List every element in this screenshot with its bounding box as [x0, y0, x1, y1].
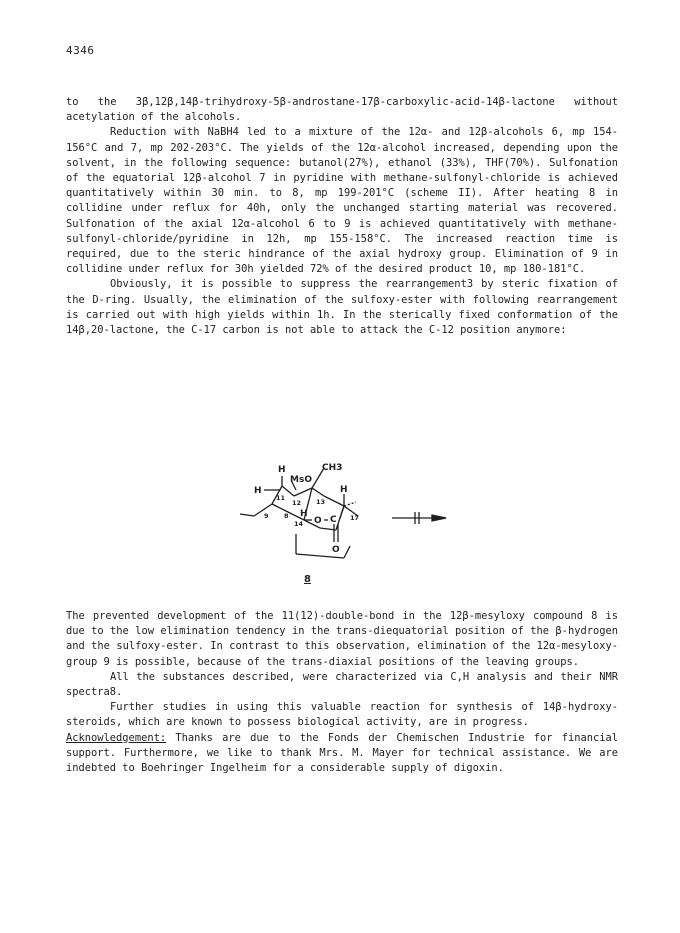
label-h-top: H — [278, 465, 286, 475]
label-c11: 11 — [276, 494, 286, 502]
bond-c13-d — [312, 488, 324, 496]
label-h-left: H — [254, 486, 262, 496]
body-text-bottom — [66, 609, 618, 776]
acknowledgement-heading: Acknowledgement: — [66, 731, 167, 744]
paragraph-5: All the substances described, were characterized via C,H analysis and their NMR spectra8. — [66, 670, 618, 699]
bond-left-tail — [240, 514, 254, 516]
label-c9: 9 — [264, 512, 269, 520]
paragraph-3: Obviously, it is possible to suppress the rearrangement3 by steric fixation of the D-ring. Usually, the elimination of the sulfoxy-ester with following rearrangement is carried out with high yields within 1h. In the sterically fixed conformation of the 14β,20-lactone, the C-17 carbon is not able to attack the C-12 position anymore: — [66, 278, 618, 337]
bond-c17-hashed — [344, 502, 356, 506]
label-ch3: CH3 — [322, 463, 343, 473]
label-c8: 8 — [284, 512, 289, 520]
page-number: 4346 — [66, 44, 95, 57]
label-o-ring: O — [314, 516, 322, 526]
paragraph-7 — [66, 731, 618, 777]
bond-c-c17 — [340, 506, 344, 518]
acknowledgement-text: Thanks are due to the Fonds der Chemischen Industrie for financial support. Furthermore, we like to thank Mrs. M. Mayer for technical assistance. We are indebted to Boehringer Ingelheim for a considerable supply of digoxin. — [66, 731, 618, 775]
label-h-mid: H — [300, 509, 308, 519]
bond-d-c17 — [324, 496, 344, 506]
label-c14: 14 — [294, 520, 304, 528]
bond-bridge-right — [344, 546, 350, 558]
label-c17: 17 — [350, 514, 360, 522]
label-c-carbonyl: C — [330, 515, 337, 525]
paragraph-6: Further studies in using this valuable reaction for synthesis of 14β-hydroxy-steroids, which are known to possess biological activity, are in progress. — [66, 701, 618, 729]
body-text-top — [66, 95, 618, 338]
bond-c9-left — [254, 504, 272, 516]
paragraph-4: The prevented development of the 11(12)-double-bond in the 12β-mesyloxy compound 8 is due to the low elimination tendency in the trans-diequatorial position of the β-hydrogen and the sulfoxy-ester. In contrast to this observation, elimination of the 12α-mesyloxy-group 9 is possible, because of the trans-diaxial positions of the leaving groups. — [66, 610, 618, 668]
label-c12: 12 — [292, 499, 302, 507]
bond-c9-c8 — [272, 504, 288, 512]
blocked-arrow-head — [432, 515, 446, 521]
label-c13: 13 — [316, 498, 326, 506]
label-o-carbonyl: O — [332, 545, 340, 555]
paragraph-2: Reduction with NaBH4 led to a mixture of the 12α- and 12β-alcohols 6, mp 154-156°C and 7, mp 202-203°C. The yields of the 12α-alcohol increased, depending upon the solvent, in the following sequence: butanol(27%), ethanol (33%), THF(70%). Sulfonation of the equatorial 12β-alcohol 7 in pyridine with methane-sulfonyl-chloride is achieved quantitatively within 30 min. to 8, mp 199-201°C (scheme II). After heating 8 in collidine under reflux for 40h, only the unchanged starting material was recovered. Sulfonation of the axial 12α-alcohol 6 to 9 is achieved quantitatively with methane-sulfonyl-chloride/pyridine in 12h, mp 155-158°C. The increased reaction time is required, due to the steric hindrance of the axial hydroxy group. Elimination of 9 in collidine under reflux for 30h yielded 72% of the desired product 10, mp 180-181°C. — [66, 126, 618, 276]
label-mso: MsO — [290, 475, 312, 485]
steroid-structure-drawing — [232, 458, 472, 588]
label-h-right: H — [340, 485, 348, 495]
bond-c12-c13 — [294, 488, 312, 496]
paragraph-1: to the 3β,12β,14β-trihydroxy-5β-androstane-17β-carboxylic-acid-14β-lactone without acetylation of the alcohols. — [66, 96, 618, 124]
scheme-figure — [232, 458, 472, 588]
label-compound-number: 8 — [304, 574, 311, 585]
